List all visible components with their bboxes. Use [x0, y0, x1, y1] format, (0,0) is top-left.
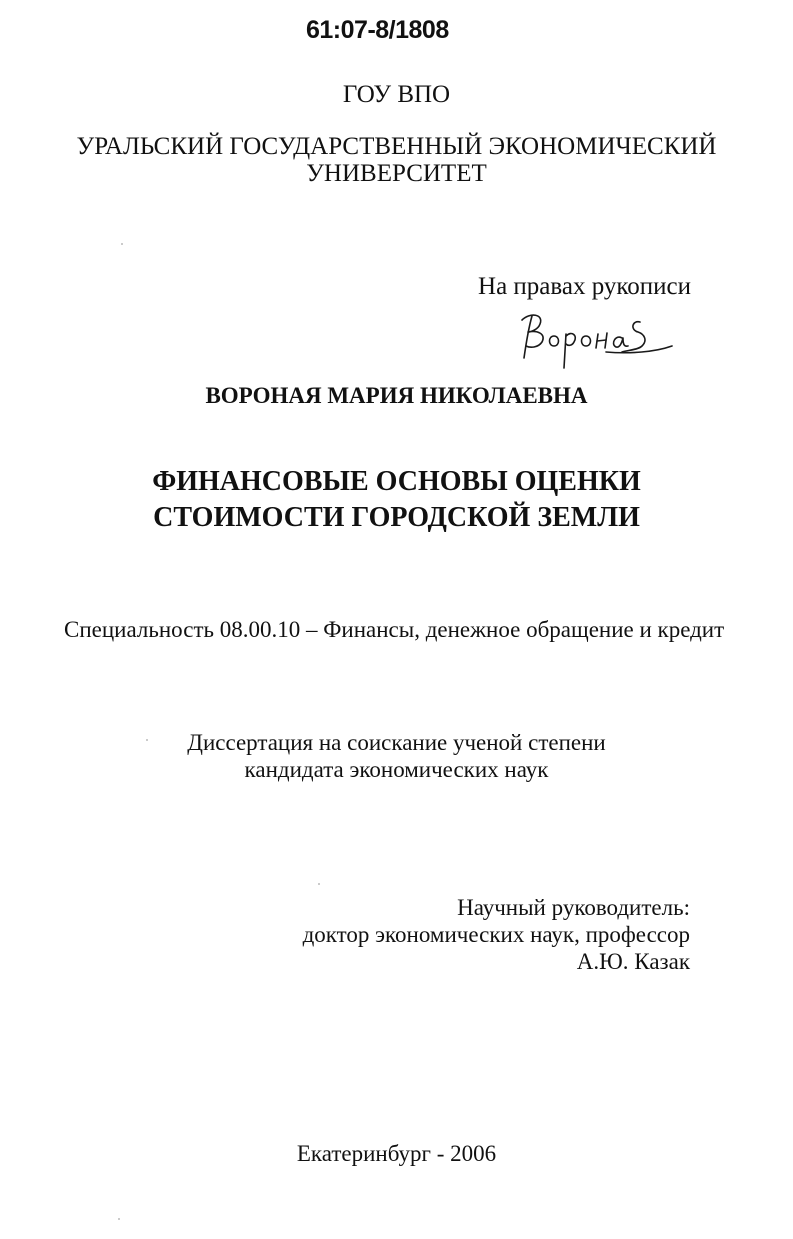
university-name-line-1: УРАЛЬСКИЙ ГОСУДАРСТВЕННЫЙ ЭКОНОМИЧЕСКИЙ: [76, 133, 717, 160]
supervisor-label: Научный руководитель:: [457, 895, 690, 920]
degree-statement-line-2: кандидата экономических наук: [244, 757, 549, 782]
institution-short-name: ГОУ ВПО: [342, 81, 451, 108]
scan-speck: [318, 883, 320, 885]
specialty-line: Специальность 08.00.10 – Финансы, денежное обращение и кредит: [64, 617, 725, 642]
dissertation-title-line-1: ФИНАНСОВЫЕ ОСНОВЫ ОЦЕНКИ: [152, 466, 641, 497]
degree-statement-line-1: Диссертация на соискание ученой степени: [187, 730, 606, 755]
scan-speck: [121, 243, 123, 245]
scan-speck: [118, 1218, 120, 1220]
dissertation-title-line-2: СТОИМОСТИ ГОРОДСКОЙ ЗЕМЛИ: [153, 502, 640, 533]
scan-speck: [146, 739, 148, 741]
author-name: ВОРОНАЯ МАРИЯ НИКОЛАЕВНА: [205, 383, 588, 408]
supervisor-name: А.Ю. Казак: [576, 949, 690, 974]
city-and-year: Екатеринбург - 2006: [296, 1141, 497, 1166]
manuscript-rights-note: На правах рукописи: [478, 273, 691, 300]
supervisor-degree: доктор экономических наук, профессор: [302, 922, 690, 947]
author-signature: [510, 300, 675, 370]
university-name-line-2: УНИВЕРСИТЕТ: [306, 160, 487, 187]
archive-stamp-number: 61:07-8/1808: [306, 16, 449, 44]
